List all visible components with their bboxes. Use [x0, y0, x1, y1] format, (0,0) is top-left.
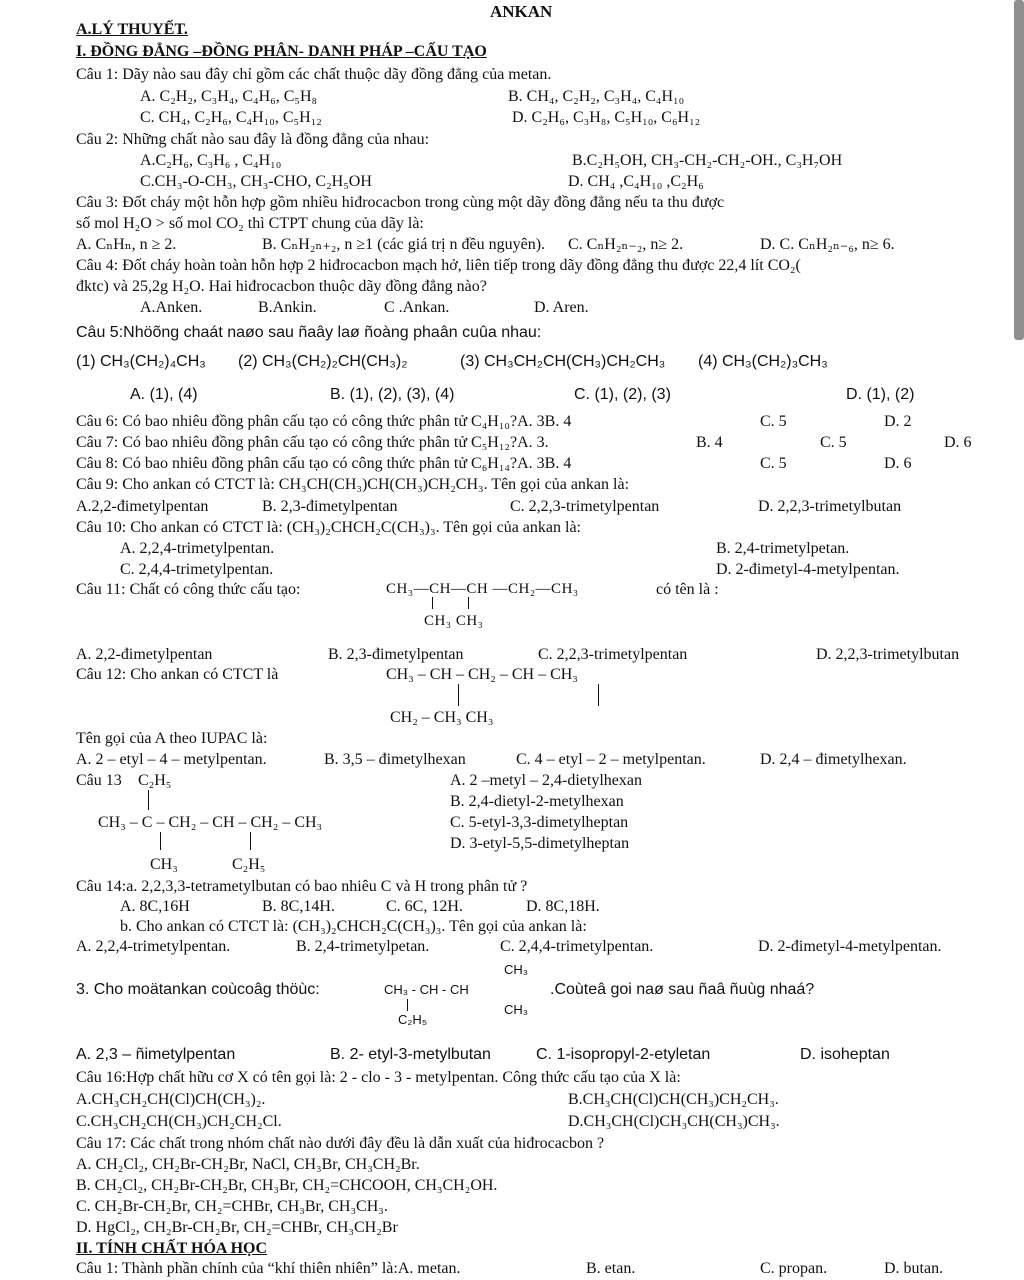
- question-4-option-b: B.Ankin.: [258, 299, 317, 316]
- question-15-option-c: C. 1-isopropyl-2-etyletan: [536, 1046, 711, 1063]
- question-1-option-c: C. CH₄, C₂H₆, C₄H₁₀, C₅H₁₂: [140, 109, 322, 126]
- question-9-option-c: C. 2,2,3-trimetylpentan: [510, 498, 660, 515]
- question-15-formula-main: CH₃ - CH - CH: [384, 982, 469, 997]
- question-14-option-a: A. 8C,16H: [120, 898, 190, 915]
- question-1-option-d: D. C₂H₆, C₃H₈, C₅H₁₀, C₆H₁₂: [512, 109, 701, 126]
- question-9-stem: Câu 9: Cho ankan có CTCT là: CH₃CH(CH₃)CH(CH₃)CH₂CH₃. Tên gọi của ankan là:: [76, 476, 630, 493]
- question-16-option-d: D.CH₃CH(Cl)CH₃CH(CH₃)CH₃.: [568, 1113, 780, 1130]
- question-16-option-c: C.CH₃CH₂CH(CH₃)CH₂CH₂Cl.: [76, 1113, 282, 1130]
- question-14b-option-a: A. 2,2,4-trimetylpentan.: [76, 938, 231, 955]
- question-17-option-a: A. CH₂Cl₂, CH₂Br-CH₂Br, NaCl, CH₃Br, CH₃CH₂Br.: [76, 1156, 420, 1173]
- section-1-heading: I. ĐỒNG ĐẲNG –ĐỒNG PHÂN- DANH PHÁP –CẤU TẠO: [76, 43, 487, 60]
- question-7-option-b: B. 4: [696, 434, 723, 451]
- question-3-option-d: D. C. CₙH₂ₙ₋₆, n≥ 6.: [760, 236, 895, 253]
- question-6-option-d: D. 2: [884, 413, 912, 430]
- question-3-stem-line-2: số mol H₂O > số mol CO₂ thì CTPT chung của dãy là:: [76, 215, 424, 232]
- question-15-option-a: A. 2,3 – ñimetylpentan: [76, 1046, 236, 1063]
- question-15-bond: [407, 999, 408, 1011]
- question-13-bond-bottom-2: [250, 832, 251, 850]
- chem-question-1-option-b: B. etan.: [586, 1260, 636, 1277]
- question-15-option-b: B. 2- etyl-3-metylbutan: [330, 1046, 491, 1063]
- question-1-option-a: A. C₂H₂, C₃H₄, C₄H₆, C₅H₈: [140, 88, 318, 105]
- question-11-formula-main: CH₃—CH—CH —CH₂—CH₃: [386, 581, 579, 597]
- question-8-option-c: C. 5: [760, 455, 787, 472]
- question-11-bond-1: [432, 597, 433, 609]
- question-11-option-d: D. 2,2,3-trimetylbutan: [816, 646, 960, 663]
- question-1-option-b: B. CH₄, C₂H₂, C₃H₄, C₄H₁₀: [508, 88, 685, 105]
- question-15-branch-down: CH₃: [504, 1002, 529, 1017]
- question-13-label: Câu 13: [76, 772, 122, 789]
- page-title: ANKAN: [490, 2, 553, 21]
- question-1-stem: Câu 1: Dãy nào sau đây chỉ gồm các chất thuộc dãy đồng đẳng của metan.: [76, 66, 552, 83]
- question-13-formula-bottom-1: CH₃: [150, 856, 178, 873]
- question-5-stem: Câu 5:Nhöõng chaát naøo sau ñaây laø ñoàng phaân cuûa nhau:: [76, 324, 542, 341]
- question-2-option-b: B.C₂H₅OH, CH₃-CH₂-CH₂-OH., C₃H₇OH: [572, 152, 843, 169]
- question-17-stem: Câu 17: Các chất trong nhóm chất nào dưới đây đều là dẫn xuất của hiđrocacbon ?: [76, 1135, 605, 1152]
- question-11-option-c: C. 2,2,3-trimetylpentan: [538, 646, 688, 663]
- question-5-option-d: D. (1), (2): [846, 386, 915, 403]
- question-12-option-b: B. 3,5 – đimetylhexan: [324, 751, 466, 768]
- question-12-formula-main: CH₃ – CH – CH₂ – CH – CH₃: [386, 666, 578, 683]
- question-12-bond-1: [458, 684, 459, 706]
- question-3-option-b: B. CₙH₂ₙ₊₂, n ≥1 (các giá trị n đều nguyên).: [262, 236, 546, 253]
- question-9-option-d: D. 2,2,3-trimetylbutan: [758, 498, 902, 515]
- question-11-option-b: B. 2,3-đimetylpentan: [328, 646, 464, 663]
- question-5-formula-2: (2) CH₃(CH₂)₂CH(CH₃)₂: [238, 353, 408, 370]
- question-12-option-a: A. 2 – etyl – 4 – metylpentan.: [76, 751, 267, 768]
- question-15-formula-branch: C₂H₅: [398, 1012, 428, 1027]
- question-5-formula-1: (1) CH₃(CH₂)₄CH₃: [76, 353, 206, 370]
- question-2-stem: Câu 2: Những chất nào sau đây là đồng đẳng của nhau:: [76, 131, 430, 148]
- question-14b-stem: b. Cho ankan có CTCT là: (CH₃)₂CHCH₂C(CH₃)₃. Tên gọi của ankan là:: [120, 918, 587, 935]
- question-10-option-d: D. 2-đimetyl-4-metylpentan.: [716, 561, 900, 578]
- question-13-option-b: B. 2,4-dietyl-2-metylhexan: [450, 793, 624, 810]
- question-11-tail: có tên là :: [656, 581, 719, 598]
- question-5-formula-4: (4) CH₃(CH₂)₃CH₃: [698, 353, 828, 370]
- question-2-option-d: D. CH₄ ,C₄H₁₀ ,C₂H₆: [568, 173, 704, 190]
- question-15-tail: .Coùteâ goi naø sau ñaâ ñuùg nhaá?: [550, 981, 815, 998]
- question-11-formula-branch: CH₃ CH₃: [424, 613, 484, 629]
- chem-question-1-option-d: D. butan.: [884, 1260, 944, 1277]
- question-10-option-c: C. 2,4,4-trimetylpentan.: [120, 561, 274, 578]
- question-10-stem: Câu 10: Cho ankan có CTCT là: (CH₃)₂CHCH₂C(CH₃)₃. Tên gọi của ankan là:: [76, 519, 581, 536]
- question-16-option-b: B.CH₃CH(Cl)CH(CH₃)CH₂CH₃.: [568, 1091, 779, 1108]
- section-2-heading: II. TÍNH CHẤT HÓA HỌC: [76, 1240, 268, 1257]
- question-13-option-a: A. 2 –metyl – 2,4-dietylhexan: [450, 772, 642, 789]
- question-12-option-c: C. 4 – etyl – 2 – metylpentan.: [516, 751, 706, 768]
- question-15-stem: 3. Cho moätankan coùcoâg thöùc:: [76, 981, 320, 998]
- question-13-formula-main: CH₃ – C – CH₂ – CH – CH₂ – CH₃: [98, 814, 323, 831]
- question-5-option-b: B. (1), (2), (3), (4): [330, 386, 455, 403]
- question-13-formula-top: C₂H₅: [138, 772, 172, 789]
- question-12-option-d: D. 2,4 – đimetylhexan.: [760, 751, 907, 768]
- question-10-option-b: B. 2,4-trimetylpetan.: [716, 540, 850, 557]
- question-9-option-a: A.2,2-đimetylpentan: [76, 498, 209, 515]
- chem-question-1-option-c: C. propan.: [760, 1260, 828, 1277]
- question-14b-option-b: B. 2,4-trimetylpetan.: [296, 938, 430, 955]
- question-4-option-a: A.Anken.: [140, 299, 203, 316]
- question-13-option-c: C. 5-etyl-3,3-dimetylheptan: [450, 814, 629, 831]
- question-17-option-c: C. CH₂Br-CH₂Br, CH₂=CHBr, CH₃Br, CH₃CH₃.: [76, 1198, 388, 1215]
- question-15-option-d: D. isoheptan: [800, 1046, 890, 1063]
- question-7-option-c: C. 5: [820, 434, 847, 451]
- question-12-formula-branch: CH₂ – CH₃ CH₃: [390, 709, 494, 726]
- question-13-formula-bottom-2: C₂H₅: [232, 856, 266, 873]
- question-16-option-a: A.CH₃CH₂CH(Cl)CH(CH₃)₂.: [76, 1091, 266, 1108]
- question-10-option-a: A. 2,2,4-trimetylpentan.: [120, 540, 275, 557]
- question-9-option-b: B. 2,3-đimetylpentan: [262, 498, 398, 515]
- question-5-formula-3: (3) CH₃CH₂CH(CH₃)CH₂CH₃: [460, 353, 666, 370]
- question-4-stem-line-2: đktc) và 25,2g H₂O. Hai hiđrocacbon thuộc dãy đồng đẳng nào?: [76, 278, 487, 295]
- section-theory-heading: A.LÝ THUYẾT.: [76, 21, 188, 38]
- question-6-stem: Câu 6: Có bao nhiêu đồng phân cấu tạo có công thức phân tử C₄H₁₀?A. 3B. 4: [76, 413, 572, 430]
- question-4-stem-line-1: Câu 4: Đốt cháy hoàn toàn hỗn hợp 2 hiđrocacbon mạch hở, liên tiếp trong dãy đồng đẳng thu được 22,4 lít CO₂(: [76, 257, 801, 274]
- question-7-option-d: D. 6: [944, 434, 972, 451]
- question-2-option-a: A.C₂H₆, C₃H₆ , C₄H₁₀: [140, 152, 282, 169]
- question-14-option-d: D. 8C,18H.: [526, 898, 600, 915]
- question-7-stem: Câu 7: Có bao nhiêu đồng phân cấu tạo có công thức phân tử C₅H₁₂?A. 3.: [76, 434, 549, 451]
- question-12-iupac-prompt: Tên gọi của A theo IUPAC là:: [76, 730, 268, 747]
- question-11-option-a: A. 2,2-đimetylpentan: [76, 646, 213, 663]
- question-3-stem-line-1: Câu 3: Đốt cháy một hỗn hợp gồm nhiều hiđrocacbon trong cùng một dãy đồng đẳng nếu ta thu được: [76, 194, 725, 211]
- question-11-bond-2: [468, 597, 469, 609]
- question-15-branch-up: CH₃: [504, 962, 529, 977]
- question-14b-option-d: D. 2-đimetyl-4-metylpentan.: [758, 938, 942, 955]
- question-5-option-c: C. (1), (2), (3): [574, 386, 671, 403]
- question-14-option-b: B. 8C,14H.: [262, 898, 335, 915]
- question-3-option-a: A. CₙHₙ, n ≥ 2.: [76, 236, 177, 253]
- question-5-option-a: A. (1), (4): [130, 386, 198, 403]
- question-17-option-b: B. CH₂Cl₂, CH₂Br-CH₂Br, CH₃Br, CH₂=CHCOOH, CH₃CH₂OH.: [76, 1177, 498, 1194]
- question-13-bond-bottom-1: [160, 832, 161, 850]
- question-2-option-c: C.CH₃-O-CH₃, CH₃-CHO, C₂H₅OH: [140, 173, 372, 190]
- question-14-option-c: C. 6C, 12H.: [386, 898, 463, 915]
- question-8-stem: Câu 8: Có bao nhiêu đồng phân cấu tạo có công thức phân tử C₆H₁₄?A. 3B. 4: [76, 455, 572, 472]
- question-6-option-c: C. 5: [760, 413, 787, 430]
- question-12-bond-2: [598, 684, 599, 706]
- question-17-option-d: D. HgCl₂, CH₂Br-CH₂Br, CH₂=CHBr, CH₃CH₂Br: [76, 1219, 398, 1236]
- question-3-option-c: C. CₙH₂ₙ₋₂, n≥ 2.: [568, 236, 684, 253]
- scrollbar[interactable]: [1014, 0, 1024, 340]
- question-13-bond-top: [148, 790, 149, 810]
- question-4-option-d: D. Aren.: [534, 299, 589, 316]
- chem-question-1-stem: Câu 1: Thành phần chính của “khí thiên nhiên” là:A. metan.: [76, 1260, 461, 1277]
- question-8-option-d: D. 6: [884, 455, 912, 472]
- question-14-stem: Câu 14:a. 2,2,3,3-tetrametylbutan có bao nhiêu C và H trong phân tử ?: [76, 878, 528, 895]
- question-14b-option-c: C. 2,4,4-trimetylpentan.: [500, 938, 654, 955]
- question-11-stem: Câu 11: Chất có công thức cấu tạo:: [76, 581, 301, 598]
- question-16-stem: Câu 16:Hợp chất hữu cơ X có tên gọi là: 2 - clo - 3 - metylpentan. Công thức cấu tạo của X là:: [76, 1069, 681, 1086]
- question-12-stem: Câu 12: Cho ankan có CTCT là: [76, 666, 279, 683]
- question-4-option-c: C .Ankan.: [384, 299, 450, 316]
- question-13-option-d: D. 3-etyl-5,5-dimetylheptan: [450, 835, 630, 852]
